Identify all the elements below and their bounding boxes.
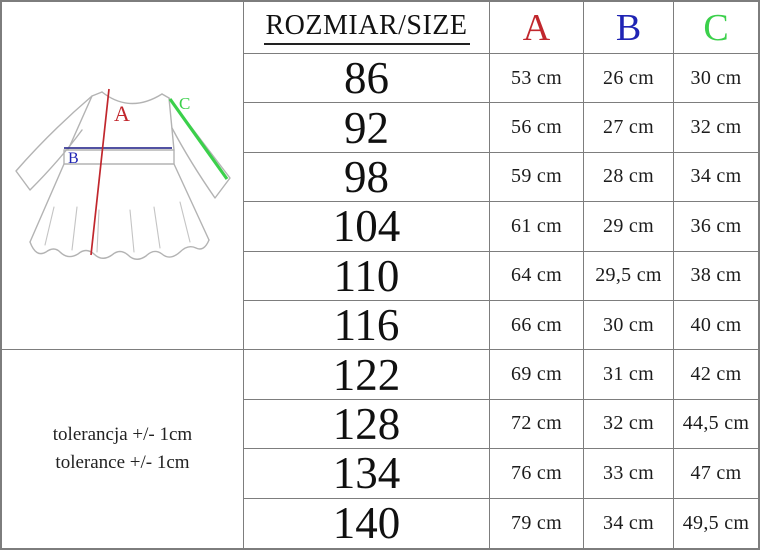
value-c-134: 47 cm bbox=[673, 449, 758, 498]
tolerance-note bbox=[2, 349, 243, 548]
value-b-116: 30 cm bbox=[583, 301, 673, 350]
size-cell-116: 116 bbox=[243, 301, 489, 350]
value-c-110: 38 cm bbox=[673, 252, 758, 301]
value-a-140: 79 cm bbox=[489, 499, 583, 548]
value-b-128: 32 cm bbox=[583, 400, 673, 449]
size-cell-98: 98 bbox=[243, 153, 489, 202]
size-cell-110: 110 bbox=[243, 252, 489, 301]
diagram-label-a: A bbox=[114, 101, 130, 126]
value-b-98: 28 cm bbox=[583, 153, 673, 202]
size-cell-122: 122 bbox=[243, 350, 489, 399]
value-a-110: 64 cm bbox=[489, 252, 583, 301]
value-c-86: 30 cm bbox=[673, 54, 758, 103]
value-c-92: 32 cm bbox=[673, 103, 758, 152]
value-b-92: 27 cm bbox=[583, 103, 673, 152]
size-table bbox=[243, 2, 758, 548]
diagram-label-b: B bbox=[68, 150, 79, 167]
value-c-122: 42 cm bbox=[673, 350, 758, 399]
skirt-pleat-lines bbox=[45, 202, 190, 252]
dress-diagram bbox=[2, 2, 243, 349]
size-cell-86: 86 bbox=[243, 54, 489, 103]
left-panel bbox=[2, 2, 243, 548]
value-b-134: 33 cm bbox=[583, 449, 673, 498]
value-c-98: 34 cm bbox=[673, 153, 758, 202]
value-b-104: 29 cm bbox=[583, 202, 673, 251]
table-header-a: A bbox=[489, 2, 583, 54]
value-c-128: 44,5 cm bbox=[673, 400, 758, 449]
diagram-cell bbox=[2, 2, 243, 349]
measurement-line-a bbox=[91, 89, 109, 255]
table-header-c: C bbox=[673, 2, 758, 54]
tolerance-line-pl: tolerancja +/- 1cm bbox=[52, 424, 193, 446]
value-b-140: 34 cm bbox=[583, 499, 673, 548]
size-cell-104: 104 bbox=[243, 202, 489, 251]
value-a-134: 76 cm bbox=[489, 449, 583, 498]
value-c-104: 36 cm bbox=[673, 202, 758, 251]
table-header-size bbox=[243, 2, 489, 54]
value-a-98: 59 cm bbox=[489, 153, 583, 202]
size-cell-140: 140 bbox=[243, 499, 489, 548]
value-c-116: 40 cm bbox=[673, 301, 758, 350]
value-a-86: 53 cm bbox=[489, 54, 583, 103]
value-a-92: 56 cm bbox=[489, 103, 583, 152]
size-cell-92: 92 bbox=[243, 103, 489, 152]
size-cell-134: 134 bbox=[243, 449, 489, 498]
table-header-b: B bbox=[583, 2, 673, 54]
value-b-86: 26 cm bbox=[583, 54, 673, 103]
table-header-size-label: ROZMIAR/SIZE bbox=[264, 10, 470, 45]
value-a-128: 72 cm bbox=[489, 400, 583, 449]
value-c-140: 49,5 cm bbox=[673, 499, 758, 548]
diagram-label-c: C bbox=[179, 94, 191, 113]
size-cell-128: 128 bbox=[243, 400, 489, 449]
value-b-110: 29,5 cm bbox=[583, 252, 673, 301]
tolerance-line-en: tolerance +/- 1cm bbox=[55, 452, 190, 473]
value-a-116: 66 cm bbox=[489, 301, 583, 350]
value-a-122: 69 cm bbox=[489, 350, 583, 399]
value-b-122: 31 cm bbox=[583, 350, 673, 399]
value-a-104: 61 cm bbox=[489, 202, 583, 251]
